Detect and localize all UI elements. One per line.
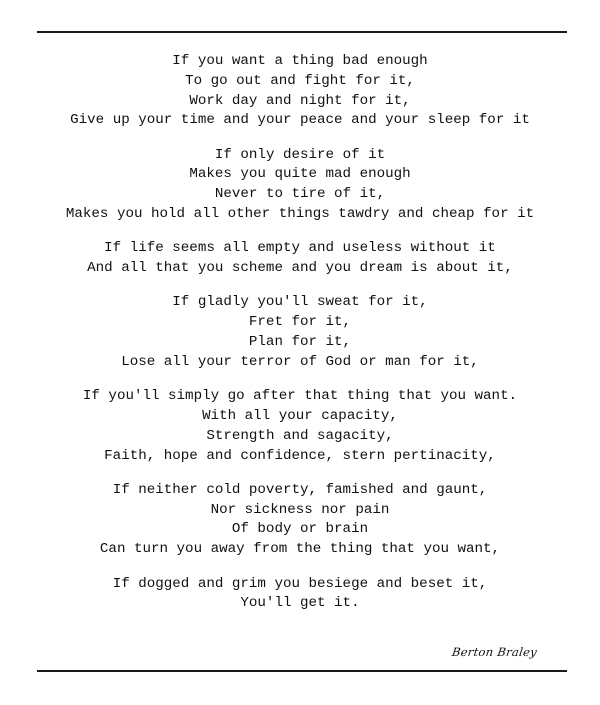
poem-line: You'll get it. — [240, 595, 360, 612]
stanza-5 — [0, 387, 600, 466]
poem — [0, 52, 600, 629]
bottom-divider — [37, 670, 567, 672]
poem-line: Of body or brain — [231, 521, 369, 538]
stanza-3 — [0, 239, 600, 279]
stanza-2 — [0, 146, 600, 225]
poem-line: Makes you hold all other things tawdry and cheap for it — [65, 206, 535, 223]
poem-line: Plan for it, — [248, 334, 352, 351]
author-signature: Berton Braley — [451, 645, 539, 659]
poem-line: Lose all your terror of God or man for it, — [121, 353, 479, 370]
poem-line: If only desire of it — [214, 146, 386, 163]
poem-line: If life seems all empty and useless without it — [104, 240, 496, 257]
poem-line: If gladly you'll sweat for it, — [172, 294, 428, 311]
poem-line: Fret for it, — [248, 314, 352, 331]
stanza-4 — [0, 293, 600, 372]
poem-line: Give up your time and your peace and your sleep for it — [70, 112, 530, 129]
poem-line: Makes you quite mad enough — [189, 166, 411, 183]
poem-line: If you'll simply go after that thing that you want. — [82, 388, 518, 405]
poem-line: Work day and night for it, — [189, 92, 411, 109]
top-divider — [37, 31, 567, 33]
stanza-1 — [0, 52, 600, 131]
poem-line: With all your capacity, — [202, 407, 398, 424]
poem-line: If neither cold poverty, famished and gaunt, — [112, 481, 488, 498]
poem-line: Never to tire of it, — [214, 186, 386, 203]
poem-line: Faith, hope and confidence, stern pertinacity, — [104, 447, 496, 464]
poem-line: Nor sickness nor pain — [210, 501, 390, 518]
poem-line: To go out and fight for it, — [185, 72, 415, 89]
poem-line: If you want a thing bad enough — [172, 53, 428, 69]
stanza-6 — [0, 481, 600, 560]
poem-line: And all that you scheme and you dream is about it, — [87, 260, 513, 277]
stanza-7 — [0, 575, 600, 615]
poem-line: If dogged and grim you besiege and beset it, — [112, 575, 488, 592]
poem-line: Strength and sagacity, — [206, 427, 394, 444]
poem-line: Can turn you away from the thing that you want, — [99, 541, 501, 558]
